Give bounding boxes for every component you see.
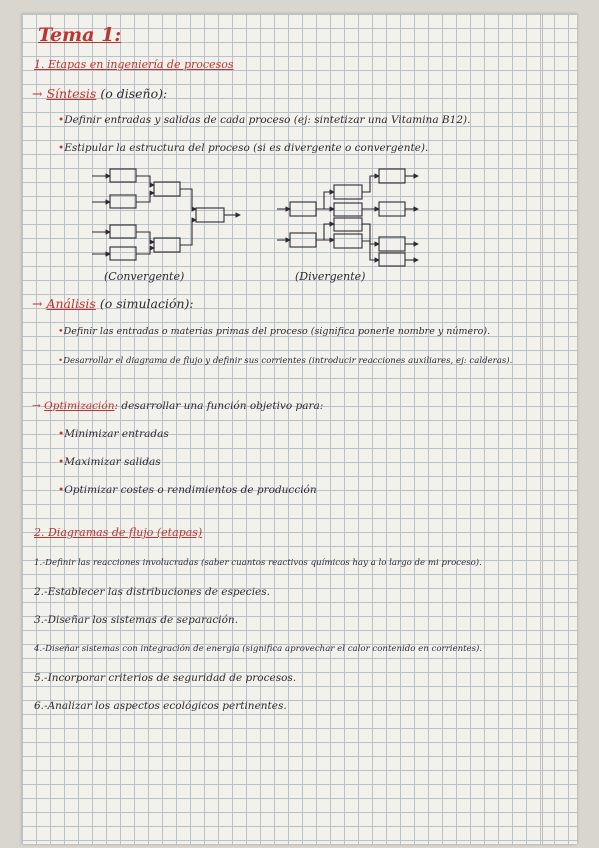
sintesis-bullet-1: •Definir entradas y salidas de cada proceso (ej: sintetizar una Vitamina B12). xyxy=(58,114,471,126)
sintesis-label: Síntesis xyxy=(46,86,97,101)
section2-item-1: 1.-Definir las reacciones involucradas (saber cuantos reactivos químicos hay a lo largo de mi proceso). xyxy=(34,558,482,568)
optimizacion-heading xyxy=(32,400,323,412)
analisis-note: (o simulación): xyxy=(99,296,194,311)
divergent-caption: (Divergente) xyxy=(295,270,366,283)
analisis-heading xyxy=(32,296,194,311)
optimizacion-bullet-3: •Optimizar costes o rendimientos de producción xyxy=(58,484,317,496)
optimizacion-bullet-1: •Minimizar entradas xyxy=(58,428,169,440)
section2-heading: 2. Diagramas de flujo (etapas) xyxy=(34,526,203,539)
page-title: Tema 1: xyxy=(38,24,122,46)
convergent-caption: (Convergente) xyxy=(104,270,185,283)
bullet-dot-icon: • xyxy=(58,326,64,337)
bullet-dot-icon: • xyxy=(58,114,65,126)
divergent-diagram xyxy=(277,169,418,266)
analisis-label: Análisis xyxy=(46,296,96,311)
optimizacion-bullet-2: •Maximizar salidas xyxy=(58,456,161,468)
optimizacion-note: : desarrollar una función objetivo para: xyxy=(114,400,324,412)
analisis-bullet-2: •Desarrollar el diagrama de flujo y definir sus corrientes (introducir reacciones auxiliares, ej: calderas). xyxy=(58,356,513,366)
bullet-dot-icon: • xyxy=(58,484,65,496)
process-diagrams xyxy=(92,164,422,269)
sintesis-heading xyxy=(32,86,167,101)
sintesis-note: (o diseño): xyxy=(100,86,168,101)
section1-heading: 1. Etapas en ingeniería de procesos xyxy=(34,58,234,71)
section2-item-4: 4.-Diseñar sistemas con integración de energía (significa aprovechar el calor contenido en corrientes). xyxy=(34,644,483,654)
convergent-diagram xyxy=(92,169,240,260)
bullet-dot-icon: • xyxy=(58,356,64,366)
section2-item-2: 2.-Establecer las distribuciones de especies. xyxy=(34,586,270,598)
arrow-icon: → xyxy=(32,86,43,101)
arrow-icon: → xyxy=(32,296,43,311)
sintesis-bullet-2: •Estipular la estructura del proceso (si es divergente o convergente). xyxy=(58,142,429,154)
bullet-dot-icon: • xyxy=(58,142,65,154)
bullet-dot-icon: • xyxy=(58,456,65,468)
section2-item-6: 6.-Analizar los aspectos ecológicos pertinentes. xyxy=(34,700,287,712)
section2-item-5: 5.-Incorporar criterios de seguridad de procesos. xyxy=(34,672,297,684)
notebook-page xyxy=(22,14,577,844)
analisis-bullet-1: •Definir las entradas o materias primas del proceso (significa ponerle nombre y número). xyxy=(58,326,491,337)
margin-line xyxy=(542,14,543,844)
optimizacion-label: Optimización xyxy=(44,400,115,412)
section2-item-3: 3.-Diseñar los sistemas de separación. xyxy=(34,614,239,626)
arrow-icon: → xyxy=(32,400,41,412)
bullet-dot-icon: • xyxy=(58,428,65,440)
